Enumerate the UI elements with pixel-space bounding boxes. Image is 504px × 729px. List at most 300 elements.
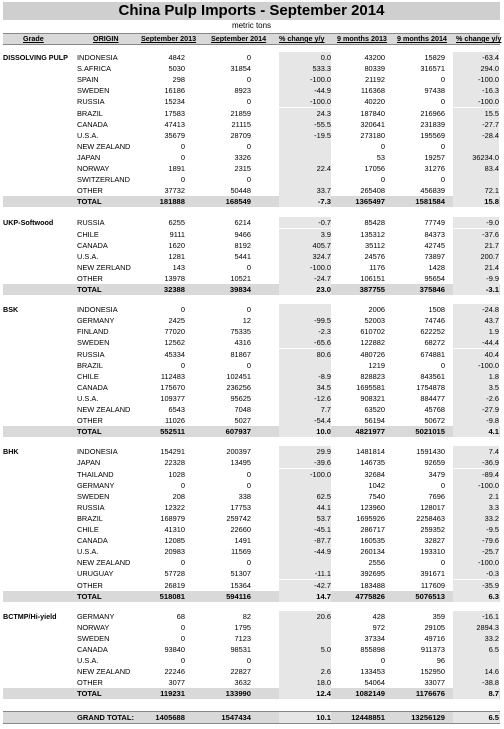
sep-2014-cell: 0: [246, 656, 251, 666]
nine-months-2014-cell: 0: [440, 480, 445, 490]
pct-change-month-cell: 18.0: [279, 677, 331, 688]
pct-change-9m-cell: 1.8: [453, 371, 499, 382]
origin-cell: OTHER: [77, 273, 103, 283]
origin-cell: INDONESIA: [77, 447, 118, 457]
origin-cell: NEW ZERLAND: [77, 262, 131, 272]
sep-2013-cell: 112483: [160, 371, 185, 381]
pct-change-9m-cell: -16.1: [453, 611, 499, 622]
section-total-row: [3, 688, 500, 699]
header-9m-2014: 9 months 2014: [397, 34, 447, 43]
nine-months-2013-cell: 428: [372, 611, 385, 621]
units-subtitle: metric tons: [231, 21, 272, 30]
nine-months-2014-cell: 843561: [420, 371, 445, 381]
pct-change-month-cell: -12.6: [279, 393, 331, 404]
sep-2014-cell: 12: [242, 316, 251, 326]
sep-2014-cell: 1491: [234, 536, 251, 546]
table-row: [3, 108, 500, 119]
sep-2013-cell: 3077: [168, 678, 185, 688]
pct-change-month-cell: -39.6: [279, 457, 331, 468]
pct-change-9m-cell: 200.7: [453, 251, 499, 262]
origin-cell: NORWAY: [77, 164, 110, 173]
nine-months-2013-cell: 183488: [360, 580, 385, 590]
pct-change-9m-cell: 36234.0: [453, 152, 499, 163]
sep-2014-cell: 98531: [230, 645, 251, 654]
origin-cell: TOTAL: [77, 427, 102, 437]
pct-change-9m-cell: -0.3: [453, 568, 499, 579]
table-row: [3, 446, 500, 457]
origin-cell: S.AFRICA: [77, 64, 112, 74]
pct-change-9m-cell: -9.8: [453, 415, 499, 426]
pct-change-9m-cell: -35.9: [453, 580, 499, 591]
pct-change-month-cell: -45.1: [279, 524, 331, 535]
origin-cell: CHILE: [77, 525, 99, 534]
table-row: [3, 633, 500, 644]
pct-change-9m-cell: 3.3: [453, 502, 499, 513]
grand-total-row: [3, 711, 500, 724]
origin-cell: CANADA: [77, 536, 108, 546]
nine-months-2014-cell: 1508: [428, 305, 445, 315]
pct-change-9m-cell: [453, 174, 499, 185]
sep-2014-cell: 0: [246, 360, 251, 370]
nine-months-2013-cell: 972: [372, 622, 385, 632]
sep-2014-cell: 75335: [230, 327, 251, 337]
table-row: [3, 557, 500, 568]
nine-months-2013-cell: 320641: [360, 119, 385, 129]
section-total-row: [3, 196, 500, 207]
nine-months-2014-cell: 0: [440, 141, 445, 151]
header-grade: Grade: [23, 34, 44, 43]
sep-2014-cell: 0: [246, 469, 251, 479]
origin-cell: JAPAN: [77, 458, 101, 468]
pct-change-month-cell: -44.9: [279, 85, 331, 96]
table-row: [3, 546, 500, 557]
nine-months-2013-cell: 35112: [364, 240, 385, 250]
sep-2013-cell: 0: [180, 656, 185, 666]
pct-change-9m-cell: -16.3: [453, 85, 499, 96]
nine-months-2013-cell: 7540: [368, 491, 385, 501]
origin-cell: U.S.A.: [77, 393, 99, 403]
nine-months-2014-cell: 2258463: [416, 513, 445, 523]
origin-cell: CANADA: [77, 382, 108, 392]
grade-label: BCTMP/Hi-yield: [3, 611, 57, 621]
sep-2013-cell: 68: [176, 611, 185, 621]
pct-change-9m-cell: 3.5: [453, 382, 499, 393]
sep-2014-cell: 0: [246, 141, 251, 151]
nine-months-2013-cell: 4821977: [355, 427, 385, 437]
nine-months-2014-cell: 84373: [424, 229, 445, 239]
pct-change-month-cell: -0.7: [279, 217, 331, 228]
sep-2014-cell: 51307: [230, 569, 251, 579]
table-row: [3, 469, 500, 480]
nine-months-2013-cell: 0: [380, 656, 385, 666]
nine-months-2013-cell: 2556: [368, 558, 385, 568]
pct-change-9m-cell: 33.2: [453, 633, 499, 644]
grade-label: BHK: [3, 447, 19, 457]
nine-months-2013-cell: 85428: [364, 218, 385, 228]
nine-months-2013-cell: 265408: [360, 186, 385, 196]
pct-change-month-cell: 5.0: [279, 644, 331, 655]
nine-months-2014-cell: 7696: [428, 491, 445, 501]
pct-change-9m-cell: 2.1: [453, 491, 499, 502]
nine-months-2014-cell: 92659: [424, 458, 445, 468]
grade-label: DISSOLVING PULP: [3, 53, 68, 62]
nine-months-2013-cell: 21192: [364, 75, 385, 85]
sep-2013-cell: 22328: [164, 458, 185, 468]
table-row: [3, 535, 500, 546]
nine-months-2014-cell: 193310: [420, 547, 445, 557]
pct-change-9m-cell: -28.4: [453, 130, 499, 141]
nine-months-2013-cell: 37334: [364, 633, 385, 643]
header-9m-2013: 9 months 2013: [337, 34, 387, 43]
table-row: [3, 163, 500, 174]
origin-cell: SWEDEN: [77, 338, 110, 348]
nine-months-2014-cell: 96: [436, 656, 445, 666]
origin-cell: NEW ZEALAND: [77, 141, 131, 151]
table-row: [3, 404, 500, 415]
origin-cell: CANADA: [77, 240, 108, 250]
origin-cell: CANADA: [77, 645, 108, 654]
nine-months-2014-cell: 0: [440, 75, 445, 85]
pct-change-month-cell: -87.7: [279, 535, 331, 546]
sep-2014-cell: 3326: [234, 152, 251, 162]
origin-cell: SWEDEN: [77, 633, 110, 643]
pct-change-month-cell: 29.9: [279, 446, 331, 457]
origin-cell: CHILE: [77, 371, 99, 381]
sep-2014-cell: 5441: [234, 251, 251, 261]
nine-months-2013-cell: 273180: [360, 130, 385, 140]
pct-change-9m-cell: -27.9: [453, 404, 499, 415]
sep-2014-cell: 0: [246, 53, 251, 62]
pct-change-month-cell: 44.1: [279, 502, 331, 513]
table-row: [3, 326, 500, 337]
nine-months-2014-cell: 359: [432, 611, 445, 621]
nine-months-2014-cell: 42745: [424, 240, 445, 250]
nine-months-2013-cell: 260134: [360, 547, 385, 557]
pct-change-9m-cell: 72.1: [453, 185, 499, 196]
nine-months-2014-cell: 13256129: [411, 712, 445, 722]
nine-months-2014-cell: 195569: [420, 130, 445, 140]
pct-change-9m-cell: -79.6: [453, 535, 499, 546]
pct-change-month-cell: 10.1: [279, 712, 331, 723]
section-total-row: [3, 591, 500, 602]
nine-months-2013-cell: 0: [380, 175, 385, 185]
pct-change-month-cell: -100.0: [279, 469, 331, 480]
nine-months-2014-cell: 1754878: [416, 382, 445, 392]
sep-2013-cell: 0: [180, 305, 185, 315]
nine-months-2014-cell: 1428: [428, 262, 445, 272]
nine-months-2014-cell: 77749: [424, 218, 445, 228]
nine-months-2014-cell: 0: [440, 97, 445, 107]
pct-change-9m-cell: [453, 141, 499, 152]
sep-2013-cell: 168979: [160, 513, 185, 523]
sep-2013-cell: 0: [180, 360, 185, 370]
nine-months-2014-cell: 15829: [424, 53, 445, 62]
sep-2014-cell: 8923: [234, 86, 251, 96]
origin-cell: THAILAND: [77, 469, 114, 479]
origin-cell: OTHER: [77, 580, 103, 590]
pct-change-9m-cell: 6.3: [453, 591, 499, 602]
pct-change-9m-cell: 21.7: [453, 240, 499, 251]
nine-months-2014-cell: 32827: [424, 536, 445, 546]
sep-2014-cell: 133990: [225, 689, 251, 699]
origin-cell: TOTAL: [77, 591, 102, 601]
sep-2014-cell: 28709: [230, 130, 251, 140]
nine-months-2013-cell: 56194: [364, 416, 385, 426]
sep-2013-cell: 32388: [163, 285, 185, 294]
table-row: [3, 360, 500, 371]
header-sep-2014: September 2014: [211, 34, 267, 43]
origin-cell: TOTAL: [77, 197, 102, 207]
nine-months-2014-cell: 456839: [420, 186, 445, 196]
origin-cell: U.S.A.: [77, 130, 99, 140]
pct-change-month-cell: [279, 480, 331, 491]
sep-2014-cell: 50448: [230, 186, 251, 196]
pct-change-month-cell: [279, 360, 331, 371]
sep-2013-cell: 26819: [164, 580, 185, 590]
sep-2013-cell: 35679: [164, 130, 185, 140]
sep-2013-cell: 11026: [164, 416, 185, 426]
table-row: [3, 502, 500, 513]
pct-change-month-cell: [279, 633, 331, 644]
nine-months-2014-cell: 1176676: [415, 689, 445, 699]
pct-change-month-cell: -100.0: [279, 96, 331, 107]
sep-2014-cell: 259742: [226, 513, 251, 523]
origin-cell: OTHER: [77, 186, 103, 196]
table-row: [3, 185, 500, 196]
nine-months-2013-cell: 32684: [364, 469, 385, 479]
sep-2013-cell: 20983: [164, 547, 185, 557]
nine-months-2014-cell: 259352: [420, 525, 445, 534]
table-row: [3, 655, 500, 666]
sep-2014-cell: 10521: [230, 273, 251, 283]
origin-cell: CHILE: [77, 229, 99, 239]
sep-2013-cell: 15234: [164, 97, 185, 107]
nine-months-2014-cell: 29105: [424, 622, 445, 632]
pct-change-month-cell: 2.6: [279, 666, 331, 677]
table-row: [3, 580, 500, 591]
origin-cell: SWITZERLAND: [77, 175, 130, 185]
nine-months-2013-cell: 133453: [360, 667, 385, 677]
table-row: [3, 382, 500, 393]
table-row: [3, 240, 500, 251]
pct-change-month-cell: -19.5: [279, 130, 331, 141]
sep-2013-cell: 518081: [159, 591, 185, 601]
nine-months-2014-cell: 231839: [420, 119, 445, 129]
pct-change-month-cell: 53.7: [279, 513, 331, 524]
sep-2014-cell: 236256: [226, 382, 251, 392]
pct-change-month-cell: [279, 174, 331, 185]
pct-change-9m-cell: -100.0: [453, 557, 499, 568]
table-row: [3, 74, 500, 85]
pct-change-month-cell: 22.4: [279, 163, 331, 174]
nine-months-2013-cell: 392695: [360, 569, 385, 579]
sep-2013-cell: 12322: [164, 502, 185, 512]
nine-months-2013-cell: 17056: [364, 164, 385, 173]
table-row: [3, 174, 500, 185]
nine-months-2014-cell: 622252: [420, 327, 445, 337]
origin-cell: CANADA: [77, 119, 108, 129]
origin-cell: NEW ZEALAND: [77, 405, 131, 414]
origin-cell: GERMANY: [77, 611, 115, 621]
nine-months-2014-cell: 911373: [420, 645, 445, 654]
sep-2013-cell: 109377: [160, 393, 185, 403]
sep-2014-cell: 22827: [230, 667, 251, 677]
sep-2013-cell: 5030: [168, 64, 185, 74]
pct-change-month-cell: 10.0: [279, 426, 331, 437]
sep-2014-cell: 0: [246, 305, 251, 315]
sep-2014-cell: 0: [246, 97, 251, 107]
table-row: [3, 119, 500, 130]
origin-cell: OTHER: [77, 416, 103, 426]
sep-2014-cell: 7048: [234, 405, 251, 414]
sep-2014-cell: 1795: [234, 622, 251, 632]
nine-months-2013-cell: 1219: [368, 360, 385, 370]
table-row: [3, 251, 500, 262]
origin-cell: BRAZIL: [77, 108, 103, 118]
table-row: [3, 568, 500, 579]
pct-change-9m-cell: 6.5: [453, 712, 499, 723]
nine-months-2014-cell: 5021015: [415, 427, 445, 437]
sep-2013-cell: 4842: [168, 53, 185, 62]
sep-2013-cell: 47413: [164, 119, 185, 129]
table-row: [3, 393, 500, 404]
pct-change-month-cell: -99.5: [279, 315, 331, 326]
sep-2013-cell: 37732: [164, 186, 185, 196]
pct-change-9m-cell: 14.6: [453, 666, 499, 677]
pct-change-month-cell: -55.5: [279, 119, 331, 130]
sep-2013-cell: 13978: [164, 273, 185, 283]
pct-change-month-cell: -7.3: [279, 196, 331, 207]
table-row: [3, 666, 500, 677]
nine-months-2013-cell: 908321: [360, 393, 385, 403]
sep-2014-cell: 13495: [230, 458, 251, 468]
nine-months-2013-cell: 12448851: [351, 712, 385, 722]
sep-2014-cell: 81867: [230, 349, 251, 359]
table-row: [3, 262, 500, 273]
pct-change-9m-cell: -89.4: [453, 469, 499, 480]
table-row: [3, 229, 500, 240]
sep-2013-cell: 1620: [168, 240, 185, 250]
sep-2013-cell: 57728: [164, 569, 185, 579]
origin-cell: NEW ZEALAND: [77, 667, 131, 677]
sep-2014-cell: 21859: [230, 108, 251, 118]
pct-change-9m-cell: 6.5: [453, 644, 499, 655]
origin-cell: RUSSIA: [77, 97, 105, 107]
sep-2013-cell: 12562: [164, 338, 185, 348]
table-row: [3, 141, 500, 152]
origin-cell: OTHER: [77, 678, 103, 688]
pct-change-month-cell: 324.7: [279, 251, 331, 262]
pct-change-month-cell: -100.0: [279, 74, 331, 85]
pct-change-9m-cell: -24.8: [453, 304, 499, 315]
nine-months-2014-cell: 884477: [420, 393, 445, 403]
table-row: [3, 611, 500, 622]
table-row: [3, 457, 500, 468]
nine-months-2014-cell: 1591430: [416, 447, 445, 457]
pct-change-month-cell: -65.6: [279, 337, 331, 348]
pct-change-month-cell: 7.7: [279, 404, 331, 415]
sep-2013-cell: 6255: [168, 218, 185, 228]
nine-months-2014-cell: 5076513: [415, 591, 445, 601]
pct-change-9m-cell: -36.9: [453, 457, 499, 468]
page-title: China Pulp Imports - September 2014: [3, 2, 500, 20]
nine-months-2013-cell: 40220: [364, 97, 385, 107]
origin-cell: URUGUAY: [77, 569, 114, 579]
sep-2014-cell: 6214: [234, 218, 251, 228]
pct-change-month-cell: -100.0: [279, 262, 331, 273]
nine-months-2013-cell: 116368: [360, 86, 385, 96]
nine-months-2014-cell: 95654: [424, 273, 445, 283]
pct-change-9m-cell: 7.4: [453, 446, 499, 457]
table-row: [3, 415, 500, 426]
pct-change-month-cell: [279, 152, 331, 163]
origin-cell: INDONESIA: [77, 305, 118, 315]
pct-change-month-cell: 0.0: [279, 52, 331, 63]
sep-2014-cell: 594116: [226, 591, 251, 601]
sep-2013-cell: 9111: [169, 229, 185, 239]
nine-months-2014-cell: 50672: [424, 416, 445, 426]
table-row: [3, 491, 500, 502]
origin-cell: U.S.A.: [77, 251, 99, 261]
table-row: [3, 96, 500, 107]
sep-2014-cell: 8192: [234, 240, 251, 250]
sep-2013-cell: 0: [180, 558, 185, 568]
sep-2013-cell: 77020: [164, 327, 185, 337]
origin-cell: BRAZIL: [77, 513, 103, 523]
pct-change-9m-cell: -100.0: [453, 480, 499, 491]
pct-change-month-cell: 20.6: [279, 611, 331, 622]
nine-months-2013-cell: 1481814: [356, 447, 385, 457]
sep-2013-cell: 17583: [164, 108, 185, 118]
pct-change-9m-cell: 21.4: [453, 262, 499, 273]
nine-months-2013-cell: 610702: [360, 327, 385, 337]
table-row: [3, 273, 500, 284]
grade-label: BSK: [3, 305, 19, 315]
nine-months-2014-cell: 674881: [420, 349, 445, 359]
pct-change-9m-cell: 2894.3: [453, 622, 499, 633]
pct-change-9m-cell: -9.5: [453, 524, 499, 535]
nine-months-2013-cell: 52003: [364, 316, 385, 326]
nine-months-2014-cell: 49716: [424, 633, 445, 643]
nine-months-2013-cell: 24576: [364, 251, 385, 261]
sep-2014-cell: 0: [246, 558, 251, 568]
nine-months-2013-cell: 80339: [364, 64, 385, 74]
pct-change-9m-cell: -9.9: [453, 273, 499, 284]
nine-months-2014-cell: 1581584: [415, 197, 445, 207]
pct-change-9m-cell: 8.7: [453, 688, 499, 699]
pct-change-9m-cell: -100.0: [453, 96, 499, 107]
nine-months-2014-cell: 33077: [424, 678, 445, 688]
pct-change-month-cell: 14.7: [279, 591, 331, 602]
pct-change-9m-cell: -2.6: [453, 393, 499, 404]
sep-2013-cell: 0: [180, 152, 185, 162]
nine-months-2013-cell: 1042: [368, 480, 385, 490]
sep-2013-cell: 45334: [164, 349, 185, 359]
sep-2013-cell: 22246: [164, 667, 185, 677]
grade-label: UKP-Softwood: [3, 218, 54, 228]
nine-months-2013-cell: 123960: [360, 502, 385, 512]
pct-change-month-cell: 12.4: [279, 688, 331, 699]
pct-change-9m-cell: -37.6: [453, 229, 499, 240]
table-row: [3, 304, 500, 315]
nine-months-2014-cell: 0: [440, 175, 445, 185]
sep-2013-cell: 1281: [168, 251, 185, 261]
pct-change-month-cell: -54.4: [279, 415, 331, 426]
sep-2014-cell: 3632: [234, 678, 251, 688]
sep-2014-cell: 1547434: [221, 712, 251, 722]
sep-2013-cell: 119231: [160, 689, 185, 699]
sep-2014-cell: 0: [246, 262, 251, 272]
